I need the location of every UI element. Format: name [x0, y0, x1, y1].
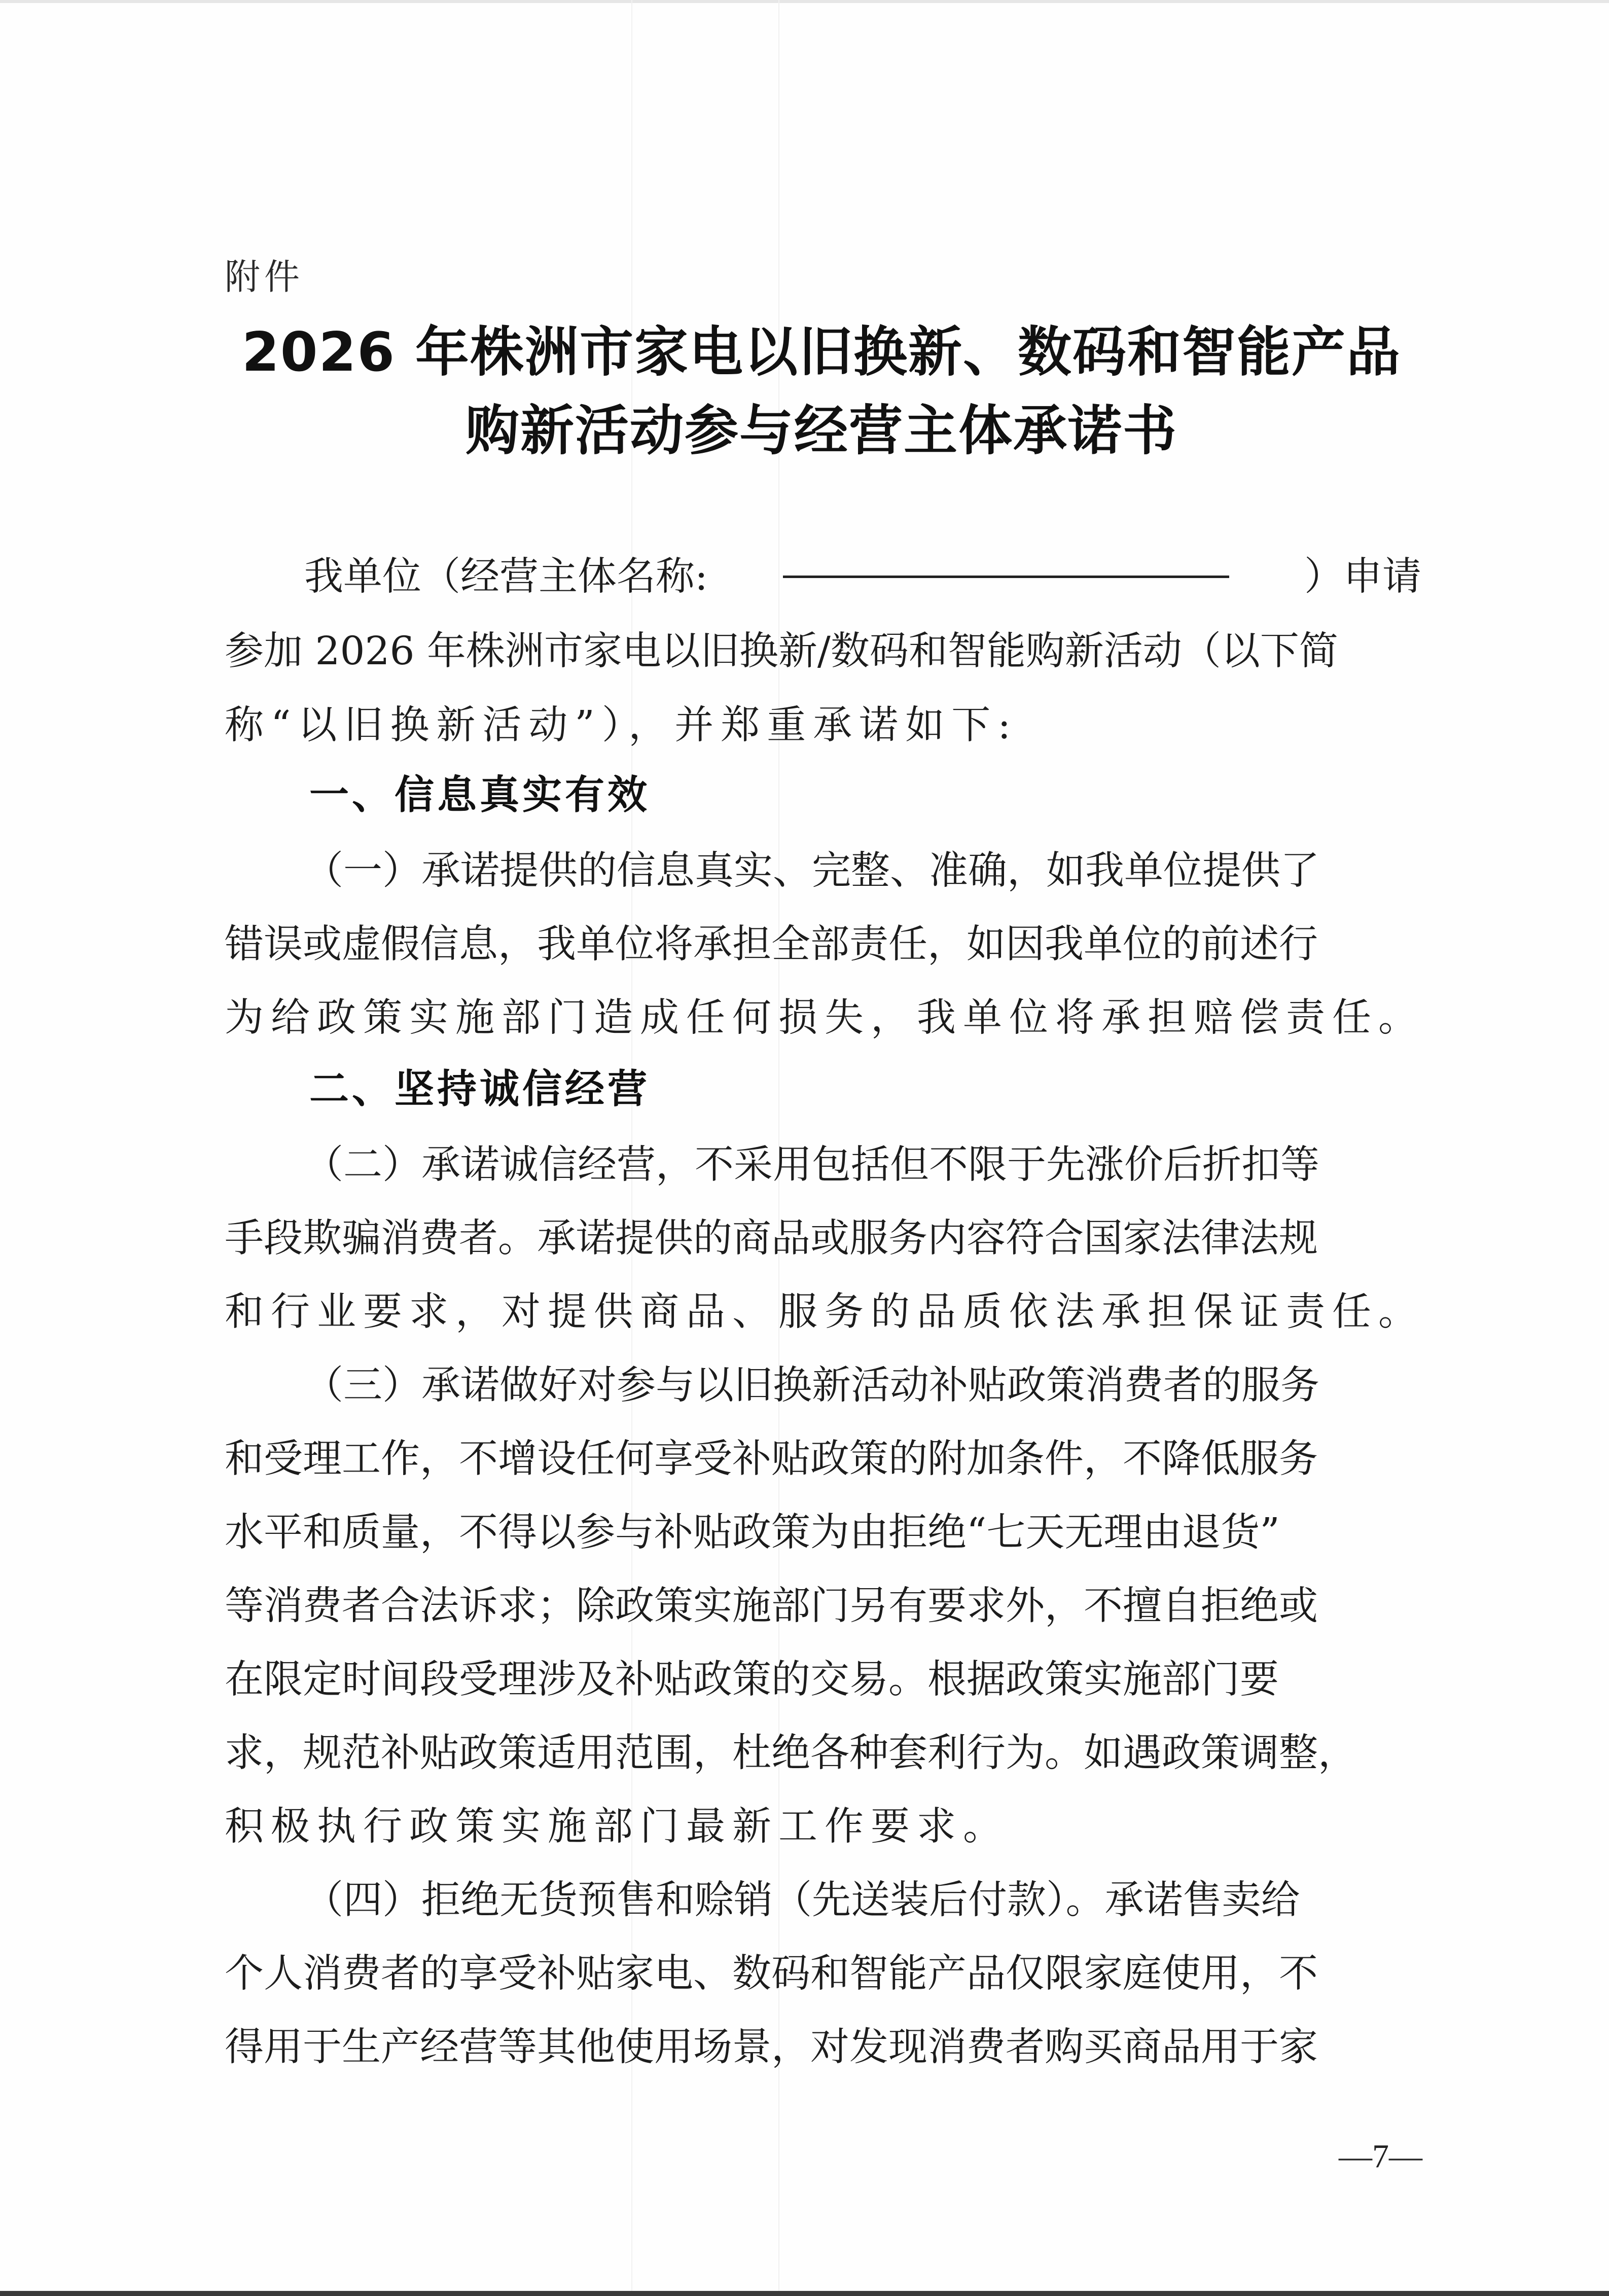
business-name-blank-field[interactable]: [783, 545, 1229, 578]
paragraph-line: 个人消费者的享受补贴家电、数码和智能产品仅限家庭使用，不: [225, 1951, 1318, 1996]
section-heading-2: 二、坚持诚信经营: [309, 1066, 651, 1112]
paragraph-line: 得用于生产经营等其他使用场景，对发现消费者购买商品用于家: [225, 2025, 1318, 2070]
paragraph-line: （二）承诺诚信经营，不采用包括但不限于先涨价后折扣等: [304, 1142, 1319, 1188]
paragraph-line: 在限定时间段受理涉及补贴政策的交易。根据政策实施部门要: [225, 1657, 1279, 1702]
paragraph-line: 积极执行政策实施部门最新工作要求。: [225, 1804, 1009, 1849]
document-title-line-1: 2026 年株洲市家电以旧换新、数码和智能产品: [242, 321, 1401, 383]
paragraph-line: 错误或虚假信息，我单位将承担全部责任，如因我单位的前述行: [225, 922, 1318, 967]
paragraph-line: （一）承诺提供的信息真实、完整、准确，如我单位提供了: [304, 848, 1319, 893]
intro-line-1: [304, 545, 1421, 601]
paragraph-line: 求，规范补贴政策适用范围，杜绝各种套利行为。如遇政策调整，: [225, 1731, 1357, 1776]
section-heading-1: 一、信息真实有效: [309, 772, 651, 818]
scan-top-edge: [0, 0, 1609, 3]
paragraph-line: 水平和质量，不得以参与补贴政策为由拒绝“七天无理由退货”: [225, 1510, 1280, 1555]
intro-text-before-blank: 我单位（经营主体名称:: [304, 554, 708, 599]
document-title-line-2: 购新活动参与经营主体承诺书: [466, 400, 1177, 462]
paragraph-line: 和行业要求，对提供商品、服务的品质依法承担保证责任。: [225, 1289, 1424, 1335]
paragraph-line: （四）拒绝无货预售和赊销（先送装后付款）。承诺售卖给: [304, 1878, 1300, 1923]
intro-text-after-blank: ）申请: [1304, 554, 1421, 599]
scan-bottom-edge: [0, 2291, 1609, 2296]
paragraph-line: 和受理工作，不增设任何享受补贴政策的附加条件，不降低服务: [225, 1437, 1318, 1482]
paragraph-line: 为给政策实施部门造成任何损失，我单位将承担赔偿责任。: [225, 995, 1424, 1041]
attachment-label: 附件: [225, 256, 304, 298]
paragraph-line: （三）承诺做好对参与以旧换新活动补贴政策消费者的服务: [304, 1363, 1319, 1408]
intro-line-3: 称“以旧换新活动”），并郑重承诺如下:: [225, 703, 1018, 748]
paragraph-line: 手段欺骗消费者。承诺提供的商品或服务内容符合国家法律法规: [225, 1216, 1318, 1261]
paragraph-line: 等消费者合法诉求；除政策实施部门另有要求外，不擅自拒绝或: [225, 1584, 1318, 1629]
page-number: —7—: [1339, 2138, 1422, 2175]
intro-line-2: 参加 2026 年株洲市家电以旧换新/数码和智能购新活动（以下简: [225, 629, 1338, 674]
